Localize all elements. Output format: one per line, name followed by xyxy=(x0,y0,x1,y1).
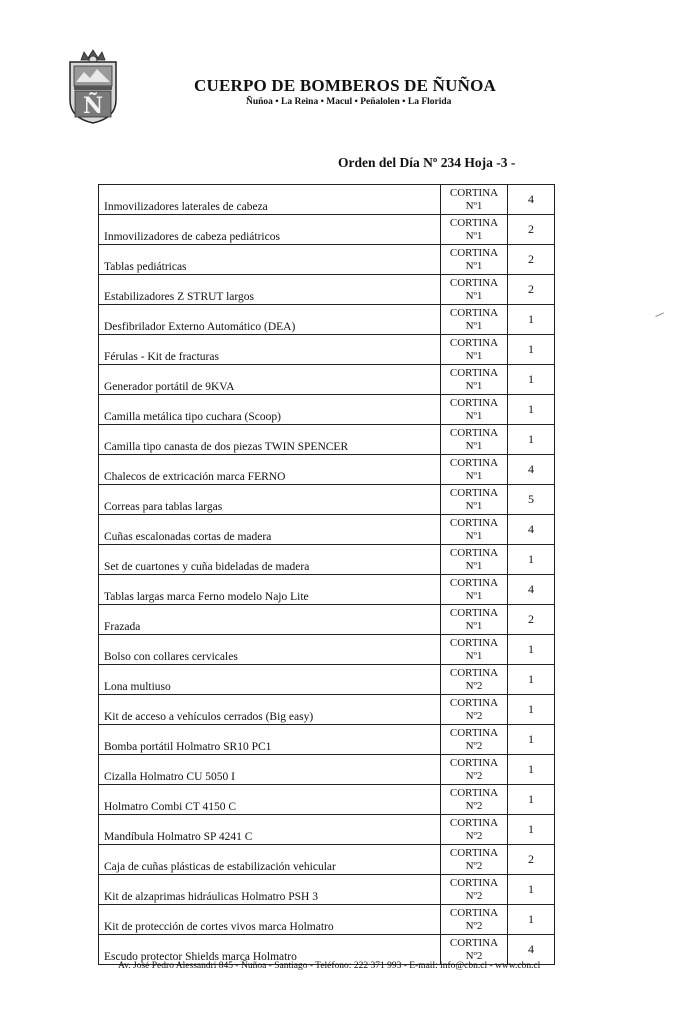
page-footer: Av. José Pedro Alessandri 845 - Ñuñoa - Santiago - Teléfono: 222 371 993 - E-mail: info@cbn.cl - www.cbn.cl xyxy=(118,961,541,971)
item-quantity: 2 xyxy=(508,605,555,635)
location-number: Nº1 xyxy=(465,229,483,242)
table-row xyxy=(99,485,555,515)
location-number: Nº1 xyxy=(465,349,483,362)
location-number: Nº1 xyxy=(465,619,483,632)
location-name: CORTINA xyxy=(449,306,499,319)
location-name: CORTINA xyxy=(449,456,499,469)
inventory-table-body xyxy=(99,185,555,965)
item-description: Tablas largas marca Ferno modelo Najo Lite xyxy=(99,575,441,605)
item-description: Chalecos de extricación marca FERNO xyxy=(99,455,441,485)
item-quantity: 1 xyxy=(508,785,555,815)
item-location xyxy=(441,485,508,515)
table-row xyxy=(99,305,555,335)
item-location xyxy=(441,185,508,215)
location-number: Nº2 xyxy=(465,889,483,902)
item-quantity: 1 xyxy=(508,905,555,935)
table-row xyxy=(99,635,555,665)
location-name: CORTINA xyxy=(449,246,499,259)
item-quantity: 4 xyxy=(508,455,555,485)
location-name: CORTINA xyxy=(449,726,499,739)
item-location xyxy=(441,515,508,545)
location-number: Nº1 xyxy=(465,439,483,452)
location-number: Nº2 xyxy=(465,799,483,812)
item-location xyxy=(441,905,508,935)
item-description: Set de cuartones y cuña bideladas de madera xyxy=(99,545,441,575)
table-row xyxy=(99,845,555,875)
location-number: Nº1 xyxy=(465,529,483,542)
table-row xyxy=(99,665,555,695)
location-name: CORTINA xyxy=(449,606,499,619)
table-row xyxy=(99,935,555,965)
item-description: Cizalla Holmatro CU 5050 I xyxy=(99,755,441,785)
item-description: Tablas pediátricas xyxy=(99,245,441,275)
item-description: Bomba portátil Holmatro SR10 PC1 xyxy=(99,725,441,755)
item-location xyxy=(441,755,508,785)
table-row xyxy=(99,245,555,275)
item-location xyxy=(441,695,508,725)
location-number: Nº1 xyxy=(465,259,483,272)
location-number: Nº1 xyxy=(465,199,483,212)
item-description: Generador portátil de 9KVA xyxy=(99,365,441,395)
location-name: CORTINA xyxy=(449,936,499,949)
inventory-table xyxy=(98,184,555,965)
location-name: CORTINA xyxy=(449,816,499,829)
page-subtitle: Ñuñoa • La Reina • Macul • Peñalolen • La Florida xyxy=(246,97,452,107)
location-name: CORTINA xyxy=(449,546,499,559)
item-quantity: 1 xyxy=(508,665,555,695)
location-number: Nº2 xyxy=(465,739,483,752)
item-quantity: 2 xyxy=(508,845,555,875)
table-row xyxy=(99,875,555,905)
table-row xyxy=(99,215,555,245)
item-description: Caja de cuñas plásticas de estabilización vehicular xyxy=(99,845,441,875)
item-location xyxy=(441,605,508,635)
location-number: Nº1 xyxy=(465,499,483,512)
table-row xyxy=(99,785,555,815)
location-number: Nº1 xyxy=(465,319,483,332)
item-description: Kit de acceso a vehículos cerrados (Big easy) xyxy=(99,695,441,725)
table-row xyxy=(99,695,555,725)
item-location xyxy=(441,365,508,395)
item-location xyxy=(441,425,508,455)
item-quantity: 1 xyxy=(508,395,555,425)
item-location xyxy=(441,395,508,425)
location-name: CORTINA xyxy=(449,576,499,589)
table-row xyxy=(99,815,555,845)
location-number: Nº1 xyxy=(465,379,483,392)
location-name: CORTINA xyxy=(449,276,499,289)
item-quantity: 1 xyxy=(508,725,555,755)
location-name: CORTINA xyxy=(449,786,499,799)
table-row xyxy=(99,425,555,455)
item-quantity: 1 xyxy=(508,635,555,665)
item-quantity: 1 xyxy=(508,365,555,395)
table-row xyxy=(99,365,555,395)
item-quantity: 4 xyxy=(508,935,555,965)
item-location xyxy=(441,635,508,665)
location-name: CORTINA xyxy=(449,906,499,919)
item-location xyxy=(441,335,508,365)
location-number: Nº1 xyxy=(465,589,483,602)
item-description: Férulas - Kit de fracturas xyxy=(99,335,441,365)
item-quantity: 2 xyxy=(508,245,555,275)
location-name: CORTINA xyxy=(449,396,499,409)
item-description: Kit de protección de cortes vivos marca Holmatro xyxy=(99,905,441,935)
location-name: CORTINA xyxy=(449,486,499,499)
location-number: Nº2 xyxy=(465,919,483,932)
item-description: Estabilizadores Z STRUT largos xyxy=(99,275,441,305)
location-number: Nº1 xyxy=(465,559,483,572)
item-description: Bolso con collares cervicales xyxy=(99,635,441,665)
page-title: CUERPO DE BOMBEROS DE ÑUÑOA xyxy=(194,76,496,95)
item-quantity: 2 xyxy=(508,275,555,305)
item-quantity: 1 xyxy=(508,335,555,365)
table-row xyxy=(99,515,555,545)
location-number: Nº2 xyxy=(465,859,483,872)
item-quantity: 4 xyxy=(508,515,555,545)
location-name: CORTINA xyxy=(449,696,499,709)
item-location xyxy=(441,785,508,815)
item-quantity: 1 xyxy=(508,545,555,575)
table-row xyxy=(99,605,555,635)
item-location xyxy=(441,275,508,305)
crest-letter: Ñ xyxy=(82,93,104,119)
item-location xyxy=(441,665,508,695)
item-location xyxy=(441,305,508,335)
table-row xyxy=(99,545,555,575)
location-name: CORTINA xyxy=(449,426,499,439)
item-quantity: 2 xyxy=(508,215,555,245)
item-description: Escudo protector Shields marca Holmatro xyxy=(99,935,441,965)
location-number: Nº1 xyxy=(465,409,483,422)
item-location xyxy=(441,815,508,845)
table-row xyxy=(99,455,555,485)
item-location xyxy=(441,935,508,965)
location-name: CORTINA xyxy=(449,516,499,529)
location-name: CORTINA xyxy=(449,186,499,199)
item-description: Desfibrilador Externo Automático (DEA) xyxy=(99,305,441,335)
location-name: CORTINA xyxy=(449,336,499,349)
item-location xyxy=(441,575,508,605)
item-description: Inmovilizadores laterales de cabeza xyxy=(99,185,441,215)
location-number: Nº1 xyxy=(465,289,483,302)
item-quantity: 5 xyxy=(508,485,555,515)
location-number: Nº2 xyxy=(465,829,483,842)
item-quantity: 4 xyxy=(508,185,555,215)
stray-pen-mark xyxy=(655,312,665,320)
table-row xyxy=(99,755,555,785)
item-location xyxy=(441,545,508,575)
item-location xyxy=(441,725,508,755)
item-location xyxy=(441,875,508,905)
item-description: Lona multiuso xyxy=(99,665,441,695)
location-name: CORTINA xyxy=(449,756,499,769)
item-description: Mandíbula Holmatro SP 4241 C xyxy=(99,815,441,845)
item-location xyxy=(441,845,508,875)
location-name: CORTINA xyxy=(449,216,499,229)
table-row xyxy=(99,725,555,755)
item-location xyxy=(441,245,508,275)
item-quantity: 1 xyxy=(508,875,555,905)
location-name: CORTINA xyxy=(449,666,499,679)
item-description: Kit de alzaprimas hidráulicas Holmatro PSH 3 xyxy=(99,875,441,905)
item-quantity: 1 xyxy=(508,425,555,455)
item-location xyxy=(441,455,508,485)
item-description: Cuñas escalonadas cortas de madera xyxy=(99,515,441,545)
order-heading: Orden del Día Nº 234 Hoja -3 - xyxy=(338,155,516,170)
table-row xyxy=(99,335,555,365)
location-number: Nº1 xyxy=(465,649,483,662)
table-row xyxy=(99,575,555,605)
table-row xyxy=(99,275,555,305)
item-quantity: 1 xyxy=(508,695,555,725)
item-description: Holmatro Combi CT 4150 C xyxy=(99,785,441,815)
table-row xyxy=(99,395,555,425)
location-number: Nº2 xyxy=(465,769,483,782)
item-description: Camilla tipo canasta de dos piezas TWIN SPENCER xyxy=(99,425,441,455)
location-name: CORTINA xyxy=(449,636,499,649)
location-name: CORTINA xyxy=(449,366,499,379)
location-number: Nº2 xyxy=(465,949,483,962)
item-quantity: 4 xyxy=(508,575,555,605)
item-description: Correas para tablas largas xyxy=(99,485,441,515)
location-number: Nº2 xyxy=(465,709,483,722)
item-description: Frazada xyxy=(99,605,441,635)
item-location xyxy=(441,215,508,245)
location-name: CORTINA xyxy=(449,876,499,889)
item-quantity: 1 xyxy=(508,815,555,845)
table-row xyxy=(99,905,555,935)
table-row xyxy=(99,185,555,215)
location-number: Nº1 xyxy=(465,469,483,482)
item-quantity: 1 xyxy=(508,755,555,785)
crest-logo xyxy=(66,48,120,124)
item-description: Camilla metálica tipo cuchara (Scoop) xyxy=(99,395,441,425)
item-description: Inmovilizadores de cabeza pediátricos xyxy=(99,215,441,245)
location-name: CORTINA xyxy=(449,846,499,859)
location-number: Nº2 xyxy=(465,679,483,692)
item-quantity: 1 xyxy=(508,305,555,335)
